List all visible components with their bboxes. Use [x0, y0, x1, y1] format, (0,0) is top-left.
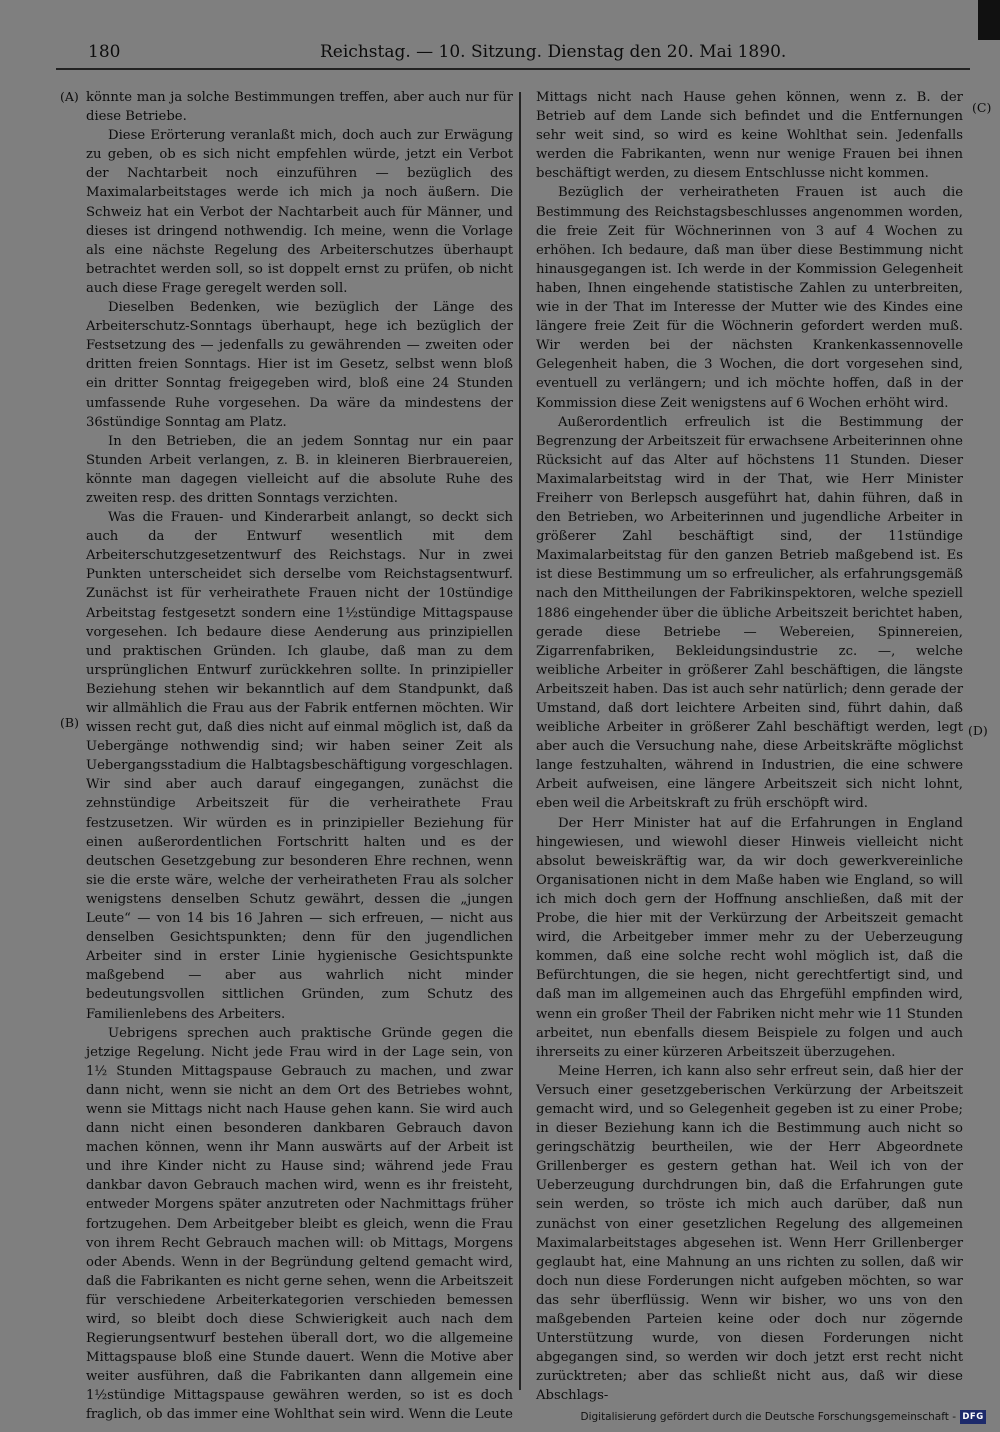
column-divider	[519, 92, 521, 1390]
page-number: 180	[88, 42, 121, 62]
margin-marker-c: (C)	[972, 100, 992, 115]
paragraph: Außerordentlich erfreulich ist die Bestimmung der Begrenzung der Arbeitszeit für erwachsene Arbeiterinnen ohne Rücksicht auf das Alter auf höchstens 11 Stunden. Dieser Maximalarbeitstag wird in der That, wie Herr Minister Freiherr von Berlepsch ausgeführt hat, dahin führen, daß in den Betrieben, wo Arbeiterinnen und jugendliche Arbeiter in größerer Zahl beschäftigt sind, der 11stündige Maximalarbeitstag für den ganzen Betrieb maßgebend ist. Es ist diese Bestimmung um so erfreulicher, als erfahrungsgemäß nach den Mittheilungen der Fabrikinspektoren, welche speziell 1886 eingehender über die übliche Arbeitszeit berichtet haben, gerade diese Betriebe — Webereien, Spinnereien, Zigarrenfabriken, Bekleidungsindustrie zc. —, welche weibliche Arbeiter in größerer Zahl beschäftigen, die längste Arbeitszeit haben. Das ist auch sehr natürlich; denn gerade der Umstand, daß dort leichtere Arbeiten sind, führt dahin, daß weibliche Arbeiter in größerer Zahl beschäftigt werden, legt aber auch die Versuchung nahe, diese Arbeitskräfte möglichst lange festzuhalten, während in Industrien, die eine schwere Arbeit aufweisen, eine längere Arbeitszeit sich nicht lohnt, eben weil die Arbeitskraft zu früh erschöpft wird.	[536, 414, 963, 812]
margin-marker-a: (A)	[60, 89, 79, 104]
margin-marker-d: (D)	[968, 723, 988, 738]
left-column	[86, 88, 513, 1425]
header-rule	[56, 68, 970, 70]
scan-edge-mark	[978, 0, 1000, 40]
digitization-credit: Digitalisierung gefördert durch die Deutsche Forschungsgemeinschaft -	[580, 1411, 956, 1423]
paragraph: Dieselben Bedenken, wie bezüglich der Länge des Arbeiterschutz-Sonntags überhaupt, hege ich bezüglich der Festsetzung des — jedenfalls zu gewährenden — zweiten oder dritten freien Sonntags. Hier ist im Gesetz, selbst wenn bloß ein dritter Sonntag freigegeben wird, bloß eine 24 Stunden umfassende Ruhe vorgesehen. Da wäre da mindestens der 36stündige Sonntag am Platz.	[86, 300, 513, 430]
running-header	[88, 42, 968, 66]
running-title: Reichstag. — 10. Sitzung. Dienstag den 20. Mai 1890.	[320, 42, 787, 62]
paragraph: Mittags nicht nach Hause gehen können, wenn z. B. der Betrieb auf dem Lande sich befindet und die Entfernungen sehr weit sind, so wird es keine Wohlthat sein. Jedenfalls werden die Fabrikanten, wenn nur wenige Frauen bei ihnen beschäftigt werden, zu diesem Entschlusse nicht kommen.	[536, 90, 963, 182]
paragraph: Diese Erörterung veranlaßt mich, doch auch zur Erwägung zu geben, ob es sich nicht empfehlen würde, jetzt ein Verbot der Nachtarbeit noch einzuführen — bezüglich des Maximalarbeitstages werde ich mich ja noch äußern. Die Schweiz hat ein Verbot der Nachtarbeit auch für Männer, und dieses ist dringend nothwendig. Ich meine, wenn die Vorlage als eine nächste Regelung des Arbeiterschutzes überhaupt betrachtet werden soll, so ist doppelt ernst zu prüfen, ob nicht auch diese Frage geregelt werden soll.	[86, 128, 513, 296]
dfg-logo-icon: DFG	[960, 1410, 986, 1424]
paragraph: Meine Herren, ich kann also sehr erfreut sein, daß hier der Versuch einer gesetzgeberischen Verkürzung der Arbeitszeit gemacht wird, und so Gelegenheit gegeben ist zu einer Probe; in dieser Beziehung kann ich die Bestimmung auch nicht so geringschätzig beurtheilen, wie der Herr Abgeordnete Grillenberger es gestern gethan hat. Weil ich von der Ueberzeugung durchdrungen bin, daß die Erfahrungen gute sein werden, so tröste ich mich auch darüber, daß nun zunächst von einer gesetzlichen Regelung des allgemeinen Maximalarbeitstages abgesehen ist. Wenn Herr Grillenberger geglaubt hat, eine Mahnung an uns richten zu sollen, daß wir doch nun diese Forderungen nicht aufgeben möchten, so war das sehr überflüssig. Wenn wir bisher, wo uns von den maßgebenden Parteien keine oder doch nur zögernde Unterstützung wurde, von diesen Forderungen nicht abgegangen sind, so werden wir doch jetzt erst recht nicht zurücktreten; aber das schließt nicht aus, daß wir diese Abschlags-	[536, 1063, 963, 1404]
paragraph: Was die Frauen- und Kinderarbeit anlangt, so deckt sich auch da der Entwurf wesentlich mit dem Arbeiterschutzgesetzentwurf des Reichstags. Nur in zwei Punkten unterscheidet sich derselbe vom Reichstagsentwurf. Zunächst ist für verheirathete Frauen nicht der 10stündige Arbeitstag festgesetzt sondern eine 1½stündige Mittagspause vorgesehen. Ich bedaure diese Aenderung aus prinzipiellen und praktischen Gründen. Ich glaube, daß man zu dem ursprünglichen Entwurf zurückkehren sollte. In prinzipieller Beziehung stehen wir bekanntlich auf dem Standpunkt, daß wir allmählich die Frau aus der Fabrik entfernen möchten. Wir wissen recht gut, daß dies nicht auf einmal möglich ist, daß da Uebergänge nothwendig sind; wir haben seiner Zeit als Uebergangsstadium die Halbtagsbeschäftigung vorgeschlagen. Wir sind aber auch darauf eingegangen, zunächst die zehnstündige Arbeitszeit für die verheirathete Frau festzusetzen. Wir würden es in prinzipieller Beziehung für einen außerordentlichen Fortschritt halten und es der deutschen Gesetzgebung zur besonderen Ehre rechnen, wenn sie die erste wäre, welche der verheiratheten Frau als solcher wenigstens denselben Schutz gewährt, dessen die „jungen Leute“ — von 14 bis 16 Jahren — sich erfreuen, — nicht aus denselben Gesichtspunkten; denn für den jugendlichen Arbeiter sind in erster Linie hygienische Gesichtspunkte maßgebend — aber aus wahrlich nicht minder bedeutungsvollen sittlichen Gründen, zum Schutz des Familienlebens des Arbeiters.	[86, 510, 513, 1022]
paragraph: Uebrigens sprechen auch praktische Gründe gegen die jetzige Regelung. Nicht jede Frau wird in der Lage sein, von 1½ Stunden Mittagspause Gebrauch zu machen, und zwar dann nicht, wenn sie nicht an dem Ort des Betriebes wohnt, wenn sie Mittags nicht nach Hause gehen kann. Sie wird auch dann nicht einen besonderen dankbaren Gebrauch davon machen können, wenn ihr Mann auswärts auf der Arbeit ist und ihre Kinder nicht zu Hause sind; während jede Frau dankbar davon Gebrauch machen wird, wenn es ihr freisteht, entweder Morgens später anzutreten oder Nachmittags früher fortzugehen. Dem Arbeitgeber bleibt es gleich, wenn die Frau von ihrem Recht Gebrauch machen will: ob Mittags, Morgens oder Abends. Wenn in der Begründung geltend gemacht wird, daß die Fabrikanten es nicht gerne sehen, wenn die Arbeitszeit für verschiedene Arbeiterkategorien verschieden bemessen wird, so bleibt doch diese Schwierigkeit auch nach dem Regierungsentwurf bestehen überall dort, wo die allgemeine Mittagspause bloß eine Stunde dauert. Wenn die Motive aber weiter ausführen, daß die Fabrikanten dann allgemein eine 1½stündige Mittagspause gewähren werden, so ist es doch fraglich, ob das immer eine Wohlthat sein wird. Wenn die Leute	[86, 1025, 513, 1423]
paragraph: könnte man ja solche Bestimmungen treffen, aber auch nur für diese Betriebe.	[86, 90, 513, 125]
paragraph: Der Herr Minister hat auf die Erfahrungen in England hingewiesen, und wiewohl dieser Hinweis vielleicht nicht absolut beweiskräftig war, da wir doch gewerkvereinliche Organisationen nicht in dem Maße haben wie England, so will ich mich doch gern der Hoffnung anschließen, daß mit der Probe, die hier mit der Verkürzung der Arbeitszeit gemacht wird, die Arbeitgeber immer mehr zu der Ueberzeugung kommen, daß eine solche recht wohl möglich ist, daß die Befürchtungen, die sie hegen, nicht gerechtfertigt sind, und daß man im allgemeinen auch das Ehrgefühl empfinden wird, wenn ein großer Theil der Fabriken nicht mehr wie 11 Stunden arbeitet, nun ebenfalls diesem Beispiele zu folgen und auch ihrerseits zu einer kürzeren Arbeitszeit überzugehen.	[536, 815, 963, 1060]
paragraph: Bezüglich der verheiratheten Frauen ist auch die Bestimmung des Reichstagsbeschlusses angenommen worden, die freie Zeit für Wöchnerinnen von 3 auf 4 Wochen zu erhöhen. Ich bedaure, daß man über diese Bestimmung nicht hinausgegangen ist. Ich werde in der Kommission Gelegenheit haben, Ihnen eingehende statistische Zahlen zu unterbreiten, wie in der That im Interesse der Mutter wie des Kindes eine längere freie Zeit für die Wöchnerin gefordert werden muß. Wir werden bei der nächsten Krankenkassennovelle Gelegenheit haben, die 3 Wochen, die dort vorgesehen sind, eventuell zu verlängern; und ich möchte hoffen, daß in der Kommission diese Zeit wenigstens auf 6 Wochen erhöht wird.	[536, 185, 963, 411]
right-column	[536, 88, 963, 1405]
margin-marker-b: (B)	[60, 715, 79, 730]
paragraph: In den Betrieben, die an jedem Sonntag nur ein paar Stunden Arbeit verlangen, z. B. in kleineren Bierbrauereien, könnte man dagegen vielleicht auf die absolute Ruhe des zweiten resp. des dritten Sonntags verzichten.	[86, 433, 513, 506]
footer	[580, 1411, 990, 1427]
